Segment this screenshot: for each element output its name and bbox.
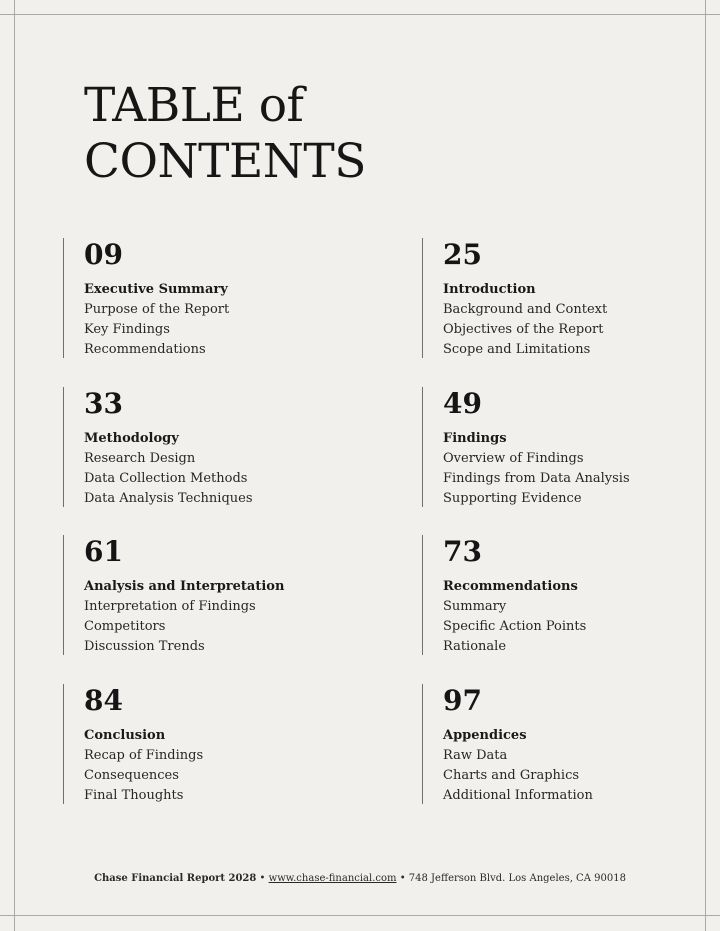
toc-section-methodology bbox=[63, 387, 333, 507]
section-page-number: 49 bbox=[443, 387, 482, 420]
section-item: Recommendations bbox=[84, 342, 206, 357]
section-heading: Findings bbox=[443, 431, 507, 446]
section-item: Summary bbox=[443, 599, 507, 614]
section-item: Objectives of the Report bbox=[443, 322, 604, 337]
section-item: Scope and Limitations bbox=[443, 342, 591, 357]
section-item: Interpretation of Findings bbox=[84, 599, 256, 614]
section-heading: Executive Summary bbox=[84, 282, 228, 297]
section-page-number: 97 bbox=[443, 684, 482, 717]
section-page-number: 25 bbox=[443, 238, 482, 271]
section-item: Purpose of the Report bbox=[84, 302, 230, 317]
frame-right-line bbox=[705, 0, 706, 931]
frame-bottom-line bbox=[0, 915, 720, 916]
page-title-line-2: CONTENTS bbox=[84, 134, 366, 189]
footer-separator: • bbox=[259, 873, 266, 884]
frame-top-line bbox=[0, 14, 720, 15]
section-page-number: 84 bbox=[84, 684, 123, 717]
section-item: Raw Data bbox=[443, 748, 508, 763]
section-item: Final Thoughts bbox=[84, 788, 184, 803]
section-item: Discussion Trends bbox=[84, 639, 205, 654]
section-item: Competitors bbox=[84, 619, 166, 634]
toc-section-analysis-and-interpretation bbox=[63, 535, 333, 655]
section-item: Data Analysis Techniques bbox=[84, 491, 253, 506]
page-title bbox=[84, 78, 366, 190]
section-item: Research Design bbox=[84, 451, 196, 466]
section-item: Specific Action Points bbox=[443, 619, 587, 634]
section-item: Recap of Findings bbox=[84, 748, 204, 763]
toc-section-findings bbox=[422, 387, 692, 507]
toc-section-conclusion bbox=[63, 684, 333, 804]
footer-website-link[interactable]: www.chase-financial.com bbox=[268, 873, 397, 884]
page-title-line-1: TABLE of bbox=[84, 78, 304, 133]
toc-section-executive-summary bbox=[63, 238, 333, 358]
section-item: Overview of Findings bbox=[443, 451, 584, 466]
section-page-number: 61 bbox=[84, 535, 123, 568]
section-item: Rationale bbox=[443, 639, 507, 654]
section-item: Background and Context bbox=[443, 302, 608, 317]
section-item: Consequences bbox=[84, 768, 179, 783]
section-heading: Introduction bbox=[443, 282, 536, 297]
toc-section-introduction bbox=[422, 238, 692, 358]
frame-left-line bbox=[14, 0, 15, 931]
section-page-number: 33 bbox=[84, 387, 123, 420]
section-heading: Conclusion bbox=[84, 728, 166, 743]
section-item: Key Findings bbox=[84, 322, 170, 337]
toc-section-appendices bbox=[422, 684, 692, 804]
footer-address: 748 Jefferson Blvd. Los Angeles, CA 90018 bbox=[408, 873, 626, 884]
section-item: Additional Information bbox=[443, 788, 593, 803]
footer-separator: • bbox=[399, 873, 406, 884]
section-heading: Appendices bbox=[443, 728, 527, 743]
section-page-number: 09 bbox=[84, 238, 123, 271]
footer-report-name: Chase Financial Report 2028 bbox=[94, 873, 257, 884]
toc-section-recommendations bbox=[422, 535, 692, 655]
section-heading: Recommendations bbox=[443, 579, 578, 594]
section-item: Data Collection Methods bbox=[84, 471, 248, 486]
section-heading: Methodology bbox=[84, 431, 179, 446]
section-heading: Analysis and Interpretation bbox=[84, 579, 285, 594]
page-footer bbox=[0, 873, 720, 884]
section-item: Findings from Data Analysis bbox=[443, 471, 630, 486]
section-item: Supporting Evidence bbox=[443, 491, 582, 506]
section-page-number: 73 bbox=[443, 535, 482, 568]
section-item: Charts and Graphics bbox=[443, 768, 580, 783]
